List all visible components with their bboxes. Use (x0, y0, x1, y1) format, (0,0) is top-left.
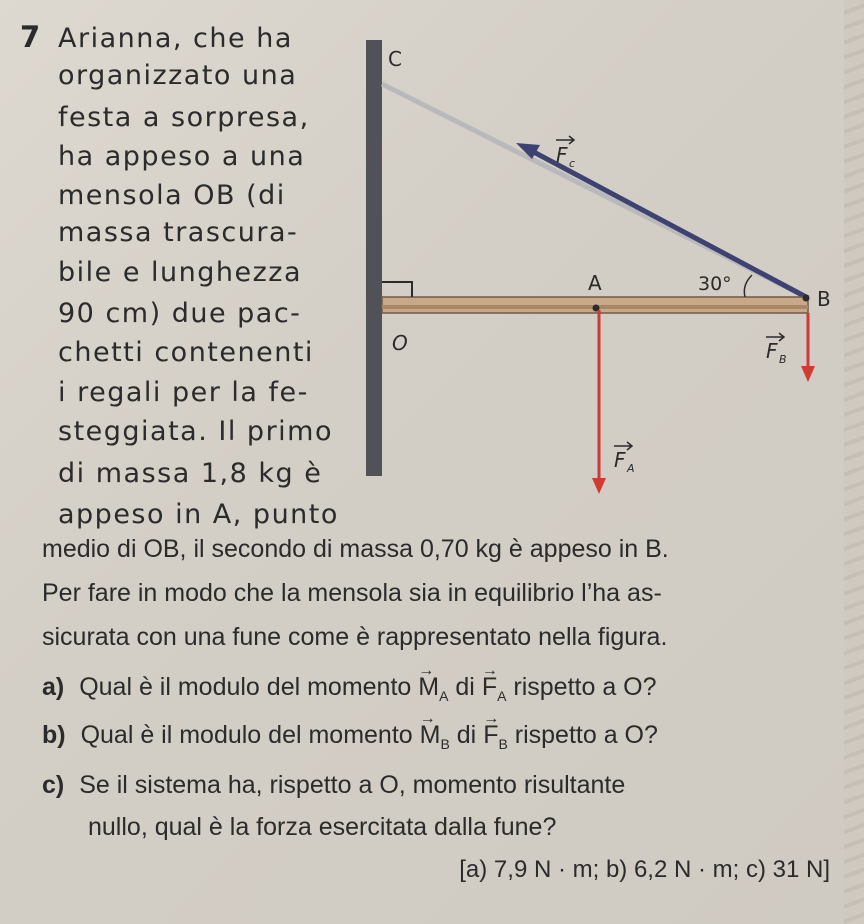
question-text: Qual è il modulo del momento (79, 673, 412, 701)
label-b: B (817, 287, 831, 311)
label-force-c-letter: F (556, 143, 568, 167)
text-line: sicurata con una fune come è rappresentato nella figura. (42, 623, 668, 651)
vector-symbol: F (483, 721, 499, 749)
label-o: O (392, 331, 408, 355)
force-a-arrowhead (592, 478, 606, 494)
intro-line: organizzato una (58, 60, 298, 91)
intro-line: ha appeso a una (58, 141, 306, 172)
question-letter: a) (42, 673, 65, 701)
question-letter: b) (42, 721, 66, 749)
vector-symbol: F (481, 673, 498, 701)
label-force-b-sub: B (779, 353, 787, 366)
vector-symbol: M (419, 721, 441, 749)
intro-line: appeso in A, punto (58, 499, 339, 530)
force-b-arrowhead (801, 366, 815, 382)
text-line: Per fare in modo che la mensola sia in equilibrio l’ha as- (42, 579, 662, 607)
label-angle: 30° (698, 273, 732, 295)
question-text: di (456, 721, 477, 749)
intro-line: i regali per la fe- (58, 377, 309, 408)
intro-line: festa a sorpresa, (58, 102, 310, 133)
intro-line: mensola OB (di (58, 180, 286, 211)
intro-line: steggiata. Il primo (58, 416, 333, 447)
label-force-c-sub: c (569, 157, 576, 170)
intro-line: massa trascura- (58, 217, 299, 248)
intro-line: Arianna, che ha (58, 23, 293, 54)
question-text: rispetto a O? (514, 721, 658, 749)
question-text: Qual è il modulo del momento (80, 721, 413, 749)
angle-arc (744, 275, 752, 297)
label-force-b-letter: F (766, 339, 778, 363)
label-force-a-sub: A (627, 462, 635, 475)
question-c-continuation: nullo, qual è la forza esercitata dalla fune? (88, 813, 557, 841)
vector-symbol: M (418, 673, 440, 701)
vector-sub: A (497, 688, 507, 704)
question-text: Se il sistema ha, rispetto a O, momento risultante (79, 771, 626, 799)
problem-number: 7 (20, 20, 41, 54)
rope-force-line (530, 150, 808, 298)
question-text: rispetto a O? (513, 673, 657, 701)
label-force-c (556, 136, 575, 170)
vector-sub: B (440, 736, 450, 752)
vector-sub: A (439, 688, 449, 704)
label-force-a-letter: F (614, 448, 626, 472)
question-c (42, 768, 625, 802)
intro-line: chetti contenenti (58, 337, 314, 368)
label-force-b (766, 333, 787, 366)
vector-m-b (420, 718, 450, 761)
wall (366, 40, 382, 476)
label-c: C (388, 47, 402, 71)
label-force-a (614, 442, 635, 475)
text-line: medio di OB, il secondo di massa 0,70 kg è appeso in B. (42, 535, 669, 563)
answers: [a) 7,9 N · m; b) 6,2 N · m; c) 31 N] (459, 856, 830, 883)
vector-f-b (483, 718, 508, 761)
question-letter: c) (42, 771, 65, 799)
vector-sub: B (498, 736, 508, 752)
question-b (42, 718, 658, 761)
question-a (42, 670, 657, 713)
intro-line: bile e lunghezza (58, 257, 303, 288)
label-a: A (588, 271, 602, 295)
right-angle-marker (382, 282, 412, 297)
question-text: di (455, 673, 475, 701)
intro-line: 90 cm) due pac- (58, 298, 302, 329)
intro-line: di massa 1,8 kg è (58, 458, 323, 489)
point-b (803, 295, 810, 302)
